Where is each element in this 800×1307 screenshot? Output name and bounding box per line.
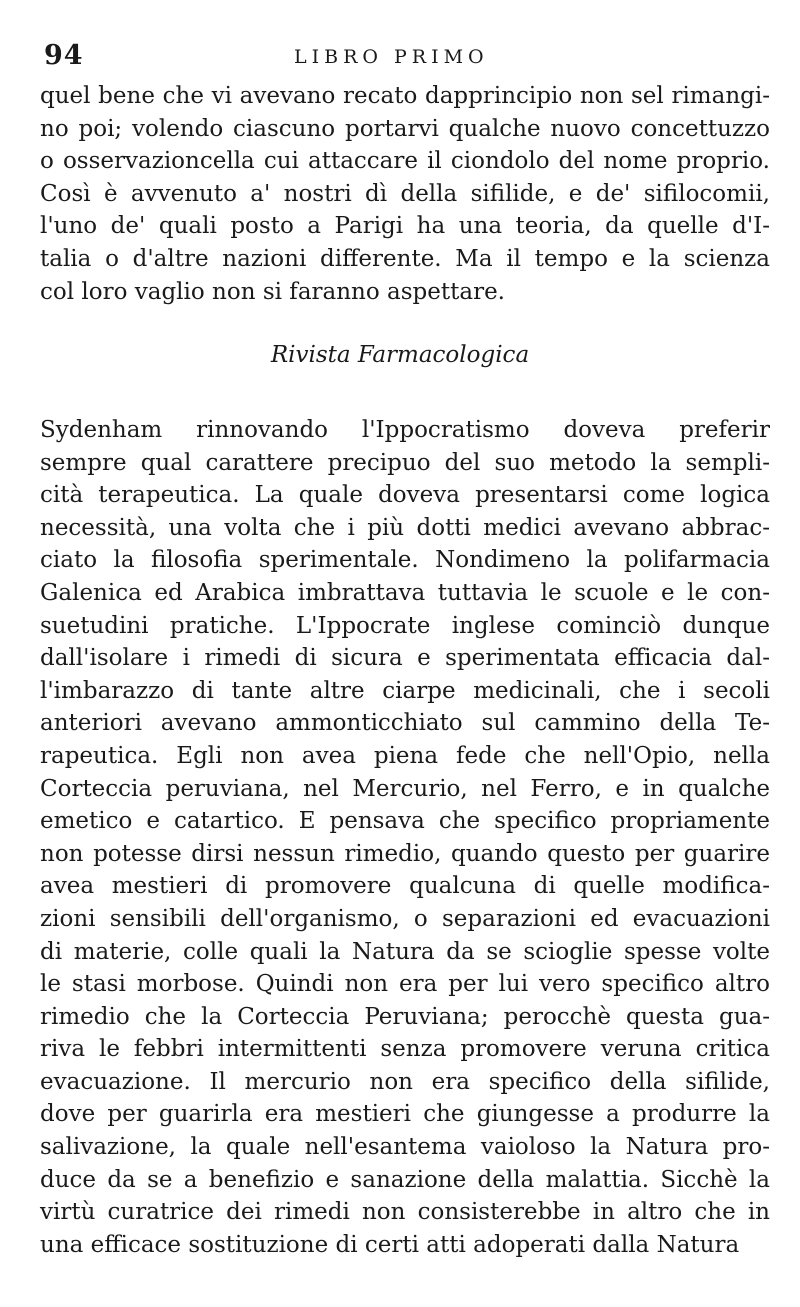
text-line: dove per guarirla era mestieri che giungesse a produrre la — [40, 1101, 770, 1128]
text-line: zioni sensibili dell'organismo, o separazioni ed evacuazioni — [40, 905, 770, 932]
body-paragraph — [40, 414, 770, 1261]
text-line: duce da se a benefizio e sanazione della malattia. Sicchè la — [40, 1166, 770, 1193]
text-line: rimedio che la Corteccia Peruviana; perocchè questa gua- — [40, 1003, 770, 1030]
text-line: suetudini pratiche. L'Ippocrate inglese cominciò dunque — [40, 612, 770, 639]
intro-paragraph — [40, 80, 770, 308]
text-line: anteriori avevano ammonticchiato sul cammino della Te- — [40, 710, 770, 737]
text-line: dall'isolare i rimedi di sicura e sperimentata efficacia dal- — [40, 645, 770, 672]
text-line: sempre qual carattere precipuo del suo metodo la sempli- — [40, 449, 770, 476]
text-line: cità terapeutica. La quale doveva presentarsi come logica — [40, 482, 770, 509]
text-line: talia o d'altre nazioni differente. Ma il tempo e la scienza — [40, 245, 770, 272]
running-head: LIBRO PRIMO — [294, 46, 489, 68]
text-line: no poi; volendo ciascuno portarvi qualche nuovo concettuzzo — [40, 115, 770, 142]
text-line: riva le febbri intermittenti senza promovere veruna critica — [40, 1036, 770, 1063]
text-line: Così è avvenuto a' nostri dì della sifilide, e de' sifilocomii, — [40, 180, 770, 207]
text-line: una efficace sostituzione di certi atti adoperati dalla Natura — [40, 1231, 740, 1258]
text-line: Sydenham rinnovando l'Ippocratismo doveva preferir — [40, 417, 770, 443]
text-line: salivazione, la quale nell'esantema vaioloso la Natura pro- — [40, 1134, 770, 1161]
text-line: le stasi morbose. Quindi non era per lui vero specifico altro — [40, 971, 770, 998]
text-line: di materie, colle quali la Natura da se scioglie spesse volte — [40, 938, 770, 965]
text-line: Galenica ed Arabica imbrattava tuttavia le scuole e le con- — [40, 579, 770, 606]
section-title: Rivista Farmacologica — [270, 342, 530, 368]
text-line: ciato la filosofia sperimentale. Nondimeno la polifarmacia — [40, 547, 770, 574]
page-number: 94 — [44, 40, 84, 71]
text-line: necessità, una volta che i più dotti medici avevano abbrac- — [40, 514, 770, 541]
text-line: l'uno de' quali posto a Parigi ha una teoria, da quelle d'I- — [40, 213, 770, 240]
page-header — [44, 40, 760, 80]
text-line: quel bene che vi avevano recato dapprincipio non sel rimangi- — [40, 83, 770, 109]
text-line: avea mestieri di promovere qualcuna di quelle modifica- — [40, 873, 770, 900]
text-line: evacuazione. Il mercurio non era specifico della sifilide, — [40, 1068, 770, 1095]
text-line: rapeutica. Egli non avea piena fede che nell'Opio, nella — [40, 742, 770, 769]
text-line: virtù curatrice dei rimedi non consisterebbe in altro che in — [40, 1199, 770, 1226]
text-line: l'imbarazzo di tante altre ciarpe medicinali, che i secoli — [40, 677, 770, 704]
text-line: emetico e catartico. E pensava che specifico propriamente — [40, 808, 770, 835]
text-line: col loro vaglio non si faranno aspettare. — [40, 278, 505, 305]
text-line: o osservazioncella cui attaccare il ciondolo del nome proprio. — [40, 148, 770, 175]
text-line: Corteccia peruviana, nel Mercurio, nel Ferro, e in qualche — [40, 775, 770, 802]
text-line: non potesse dirsi nessun rimedio, quando questo per guarire — [40, 840, 770, 867]
